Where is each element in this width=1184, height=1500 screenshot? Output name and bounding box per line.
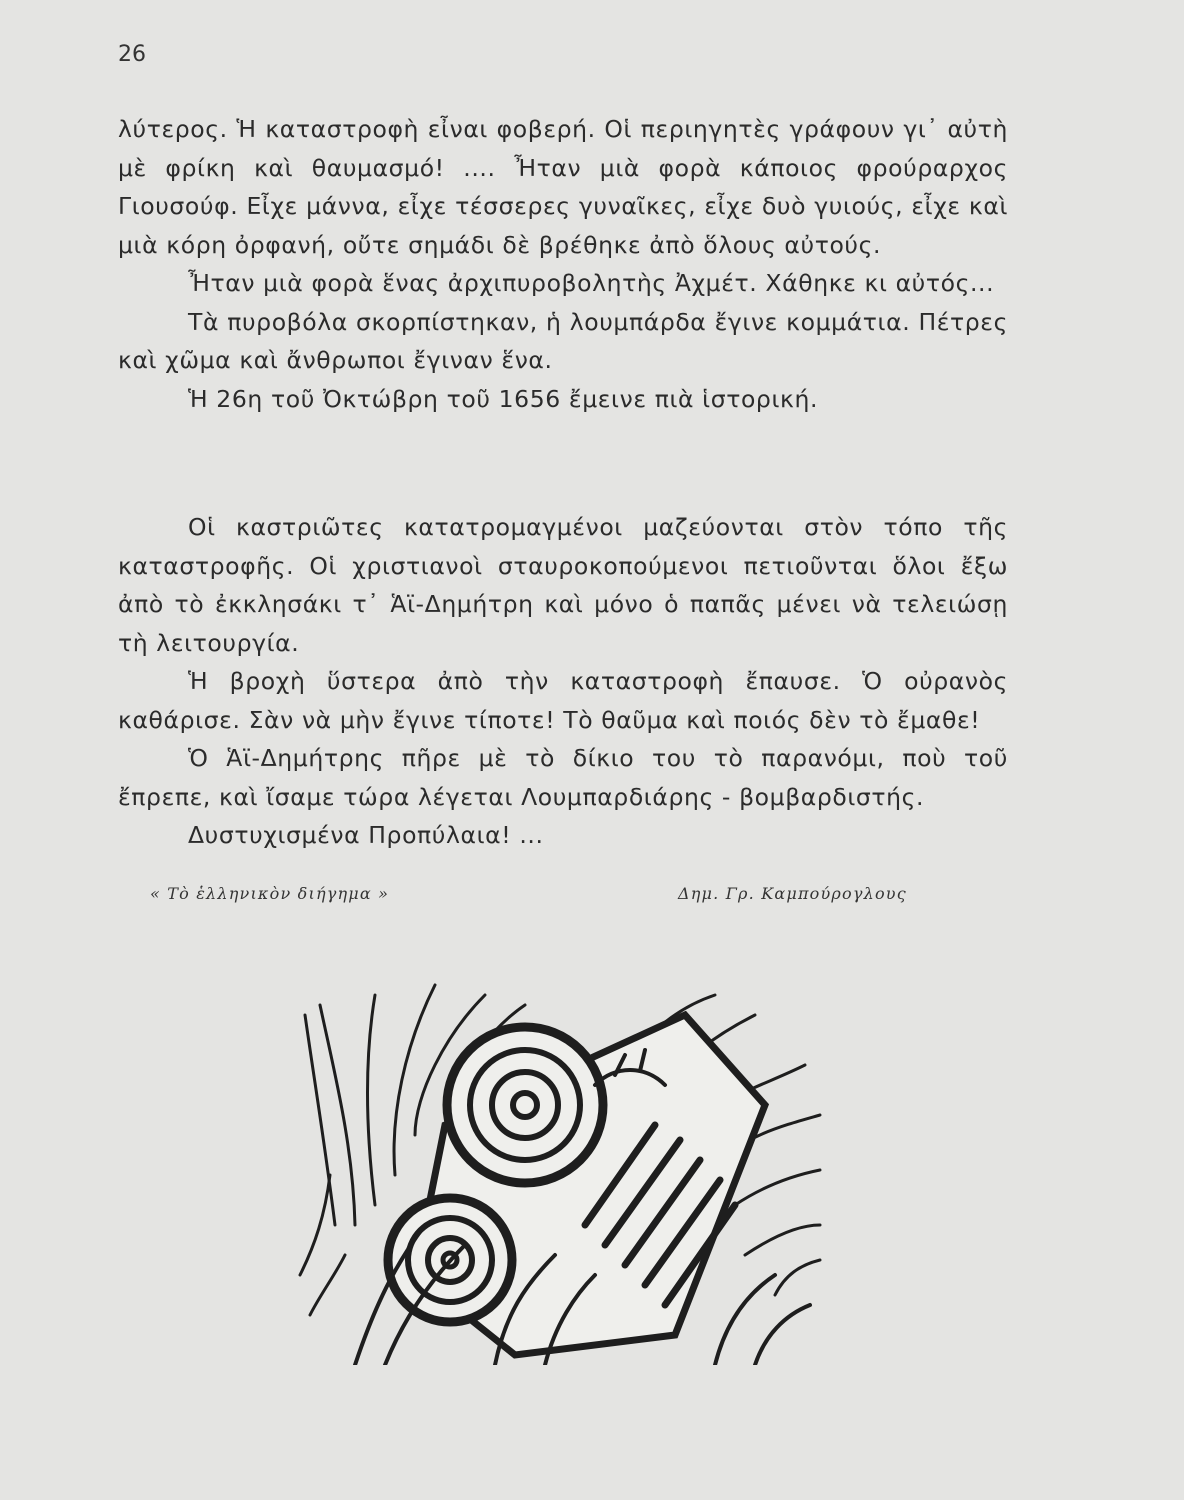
paragraph: Ὁ Ἁϊ-Δημήτρης πῆρε μὲ τὸ δίκιο του τὸ παρανόμι, ποὺ τοῦ ἔπρεπε, καὶ ἴσαμε τώρα λέγεται Λουμπαρδιάρης - βομβαρδιστής.: [118, 744, 1008, 811]
paragraph: Ἦταν μιὰ φορὰ ἕνας ἀρχιπυροβολητὴς Ἀχμέτ. Χάθηκε κι αὐτός...: [188, 269, 995, 297]
page-number: 26: [118, 42, 146, 67]
text-section-1: [118, 110, 1008, 418]
paragraph: Τὰ πυροβόλα σκορπίστηκαν, ἡ λουμπάρδα ἔγινε κομμάτια. Πέτρες καὶ χῶμα καὶ ἄνθρωποι ἔγιναν ἕνα.: [118, 307, 1008, 374]
citation-author: Δημ. Γρ. Καμπούρογλους: [678, 884, 907, 903]
paragraph: λύτερος. Ἡ καταστροφὴ εἶναι φοβερή. Οἱ περιηγητὲς γράφουν γι᾽ αὐτὴ μὲ φρίκη καὶ θαυμασμό! .... Ἦταν μιὰ φορὰ κάποιος φρούραρχος Γιουσούφ. Εἶχε μάννα, εἶχε τέσσερες γυναῖκες, εἶχε δυὸ γυιούς, εἶχε καὶ μιὰ κόρη ὀρφανή, οὔτε σημάδι δὲ βρέθηκε ἀπὸ ὅλους αὐτούς.: [118, 115, 1008, 259]
text-section-2: [118, 508, 1008, 855]
paragraph: Ἡ 26η τοῦ Ὀκτώβρη τοῦ 1656 ἔμεινε πιὰ ἱστορική.: [188, 384, 819, 413]
paragraph: Ἡ βροχὴ ὕστερα ἀπὸ τὴν καταστροφὴ ἔπαυσε. Ὁ οὐρανὸς καθάρισε. Σὰν νὰ μὴν ἔγινε τίποτε! Τὸ θαῦμα καὶ ποιός δὲν τὸ ἔμαθε!: [118, 667, 1008, 734]
ionic-capital-woodcut-illustration: [295, 975, 825, 1365]
paragraph: Οἱ καστριῶτες κατατρομαγμένοι μαζεύονται στὸν τόπο τῆς καταστροφῆς. Οἱ χριστιανοὶ σταυροκοπούμενοι πετιοῦνται ὅλοι ἔξω ἀπὸ τὸ ἐκκλησάκι τ᾽ Ἁϊ-Δημήτρη καὶ μόνο ὁ παπᾶς μένει νὰ τελειώσῃ τὴ λειτουργία.: [118, 513, 1008, 657]
citation-source: « Τὸ ἑλληνικὸν διήγημα »: [150, 884, 390, 903]
paragraph: Δυστυχισμένα Προπύλαια! ...: [188, 821, 544, 849]
